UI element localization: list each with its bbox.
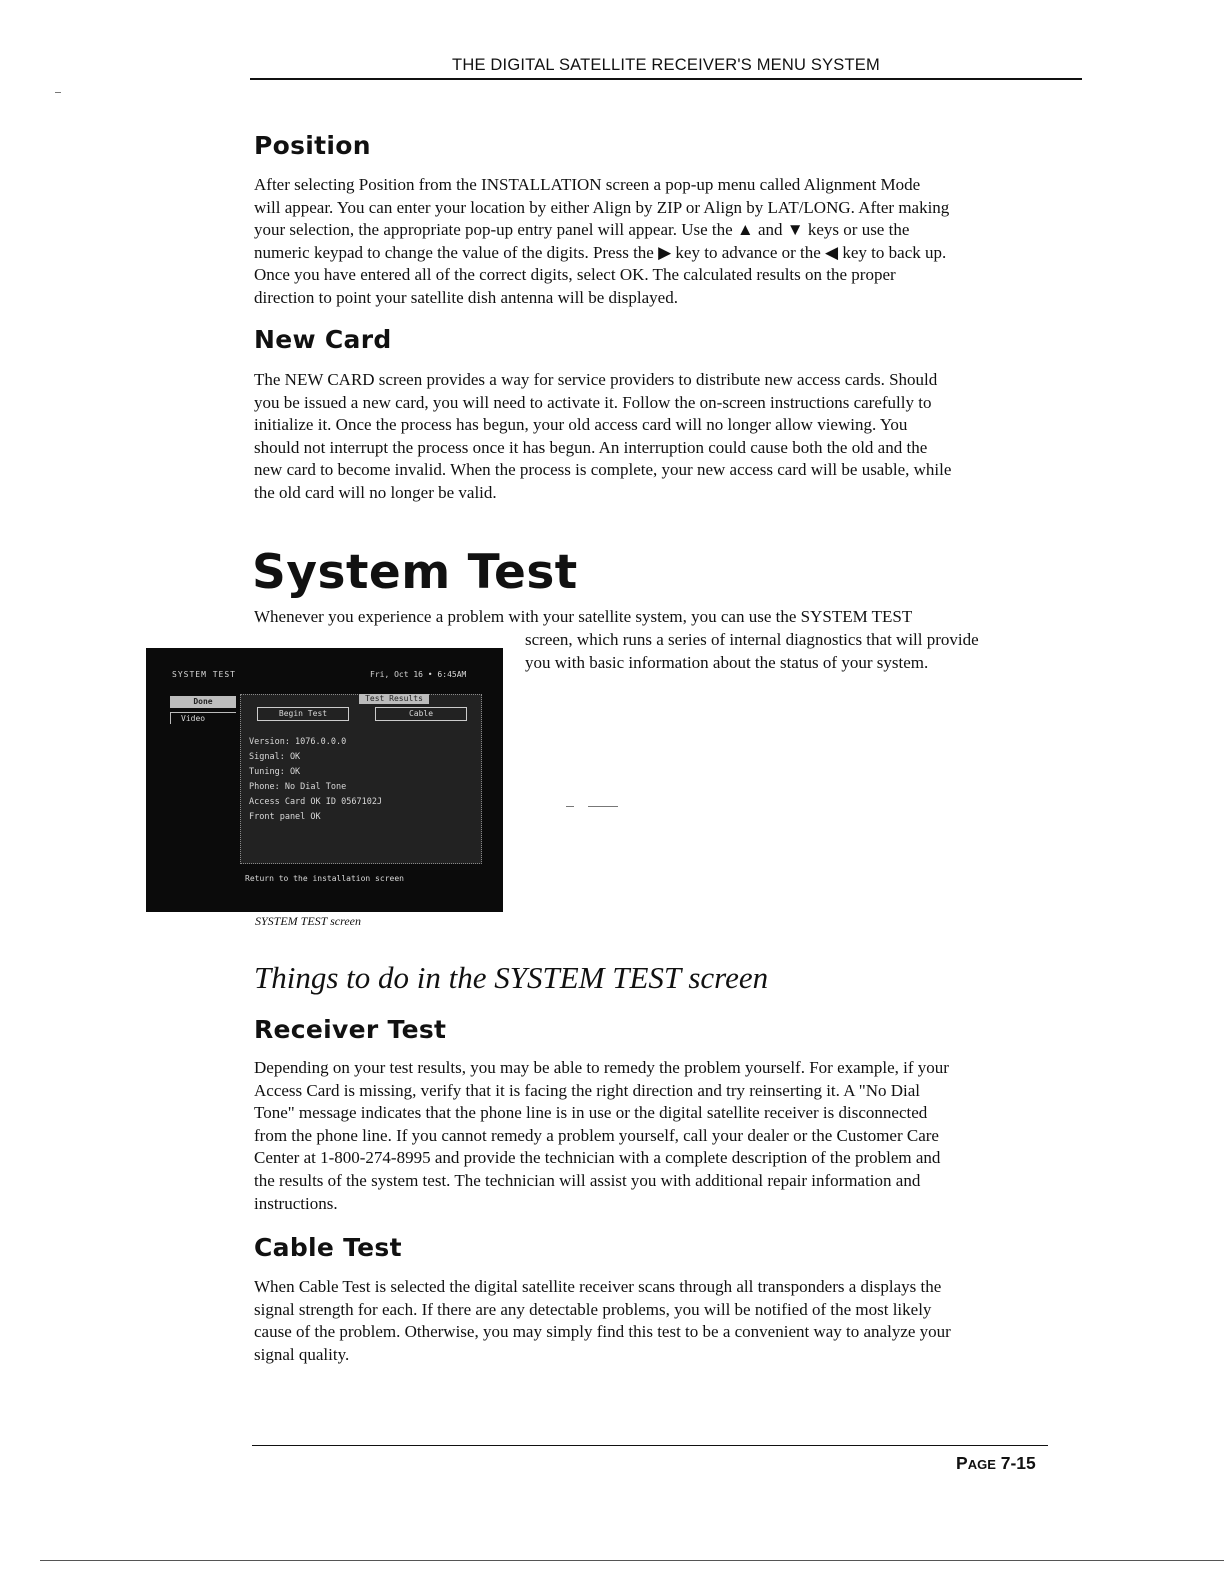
page-word-initial: P: [956, 1453, 968, 1473]
done-button[interactable]: Done: [170, 696, 236, 708]
system-test-intro-line: you with basic information about the status of your system.: [525, 653, 929, 672]
new-card-line: The NEW CARD screen provides a way for service providers to distribute new access cards. Should: [254, 370, 938, 389]
position-line: numeric keypad to change the value of the digits. Press the ▶ key to advance or the ◀ key to back up.: [254, 242, 947, 262]
things-to-do-heading: Things to do in the SYSTEM TEST screen: [254, 960, 769, 995]
page-number: [956, 1453, 1036, 1474]
scan-mark: [566, 806, 574, 807]
receiver-test-line: Depending on your test results, you may be able to remedy the problem yourself. For example, if your: [254, 1058, 949, 1077]
test-results-list: [249, 735, 382, 825]
result-row: Phone: No Dial Tone: [249, 782, 347, 792]
position-heading: Position: [254, 131, 371, 160]
result-row: Tuning: OK: [249, 767, 301, 777]
system-test-heading: System Test: [252, 545, 578, 600]
receiver-test-line: Center at 1-800-274-8995 and provide the technician with a complete description of the problem and: [254, 1148, 941, 1168]
scan-bottom-edge: [40, 1560, 1224, 1561]
system-test-intro-line: Whenever you experience a problem with your satellite system, you can use the SYSTEM TEST: [254, 607, 913, 626]
scan-mark: [588, 806, 618, 807]
begin-test-tab[interactable]: Begin Test: [257, 707, 349, 721]
cable-test-paragraph: [254, 1276, 1074, 1366]
result-row: Version: 1076.0.0.0: [249, 737, 347, 747]
receiver-test-line: from the phone line. If you cannot remedy a problem yourself, call your dealer or the Customer Care: [254, 1125, 939, 1145]
scan-mark: [55, 92, 61, 93]
receiver-test-line: the results of the system test. The technician will assist you with additional repair information and: [254, 1170, 921, 1190]
position-line: After selecting Position from the INSTALLATION screen a pop-up menu called Alignment Mode: [254, 175, 921, 194]
cable-test-line: signal strength for each. If there are any detectable problems, you will be notified of the most likely: [254, 1299, 932, 1319]
test-results-panel: [240, 694, 482, 864]
position-line: your selection, the appropriate pop-up entry panel will appear. Use the ▲ and ▼ keys or use the: [254, 220, 910, 240]
new-card-paragraph: [254, 369, 1074, 505]
return-instruction: Return to the installation screen: [245, 874, 404, 883]
tv-screen-title: SYSTEM TEST: [172, 670, 236, 679]
new-card-line: you be issued a new card, you will need to activate it. Follow the on-screen instructions carefully to: [254, 392, 932, 412]
position-line: will appear. You can enter your location by either Align by ZIP or Align by LAT/LONG. After making: [254, 197, 950, 217]
new-card-line: the old card will no longer be valid.: [254, 482, 497, 502]
position-line: Once you have entered all of the correct digits, select OK. The calculated results on the proper: [254, 265, 896, 285]
test-results-title: Test Results: [359, 694, 429, 704]
cable-tab[interactable]: Cable: [375, 707, 467, 721]
footer-rule: [252, 1445, 1048, 1446]
cable-test-line: cause of the problem. Otherwise, you may simply find this test to be a convenient way to analyze your: [254, 1322, 951, 1342]
result-row: Front panel OK: [249, 812, 321, 822]
video-button[interactable]: Video: [170, 712, 236, 724]
header-rule: [250, 78, 1082, 80]
new-card-line: new card to become invalid. When the process is complete, your new access card will be usable, while: [254, 460, 952, 480]
receiver-test-paragraph: [254, 1057, 1074, 1215]
receiver-test-line: Access Card is missing, verify that it is facing the right direction and try reinserting it. A "No Dial: [254, 1080, 921, 1100]
page-word-rest: AGE: [967, 1457, 996, 1472]
position-line: direction to point your satellite dish antenna will be displayed.: [254, 287, 678, 307]
result-row: Access Card OK ID 0567102J: [249, 797, 383, 807]
position-paragraph: [254, 174, 1074, 310]
cable-test-line: When Cable Test is selected the digital satellite receiver scans through all transponders a displays the: [254, 1277, 942, 1296]
cable-test-heading: Cable Test: [254, 1233, 402, 1262]
new-card-line: initialize it. Once the process has begun, your old access card will no longer allow viewing. You: [254, 415, 908, 435]
new-card-line: should not interrupt the process once it has begun. An interruption could cause both the old and the: [254, 437, 928, 457]
system-test-intro-line: screen, which runs a series of internal diagnostics that will provide: [525, 630, 979, 649]
receiver-test-line: Tone" message indicates that the phone line is in use or the digital satellite receiver is disconnected: [254, 1103, 928, 1123]
receiver-test-line: instructions.: [254, 1193, 338, 1213]
system-test-screenshot: [146, 648, 503, 912]
page-number-value: 7-15: [1000, 1453, 1036, 1473]
running-header: THE DIGITAL SATELLITE RECEIVER'S MENU SYSTEM: [452, 56, 880, 74]
result-row: Signal: OK: [249, 752, 301, 762]
tv-datetime: Fri, Oct 16 • 6:45AM: [370, 670, 467, 679]
receiver-test-heading: Receiver Test: [254, 1015, 447, 1044]
cable-test-line: signal quality.: [254, 1344, 350, 1364]
screenshot-caption: SYSTEM TEST screen: [255, 914, 362, 928]
new-card-heading: New Card: [254, 325, 392, 354]
